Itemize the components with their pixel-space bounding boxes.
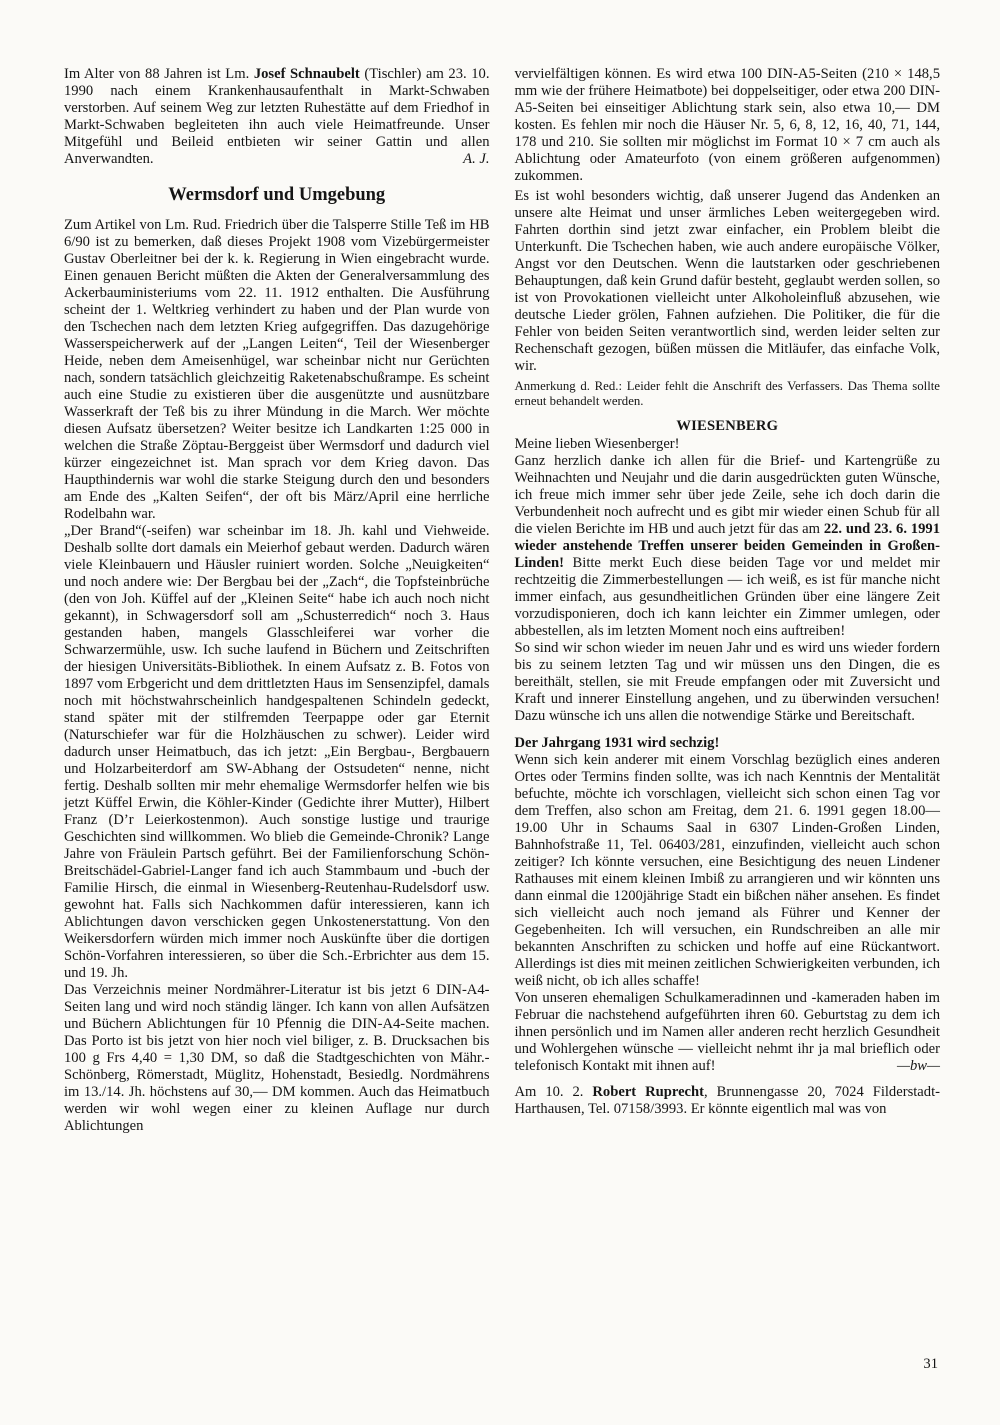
paragraph-schulkameraden (515, 990, 941, 1075)
ruprecht-text-post: , Brunnengasse 20, 7024 Filderstadt-Harthausen, Tel. 07158/3993. Er könnte eigentlich mal was von (514, 1084, 940, 1118)
page-number: 31 (923, 1356, 938, 1372)
paragraph-jugend: Es ist wohl besonders wichtig, daß unserer Jugend das Andenken an unsere alte Heimat und unser ärmliches Leben weitergegeben wird. Fahrten dorthin sind jetzt zwar einfacher, ein Problem bleibt die Unterkunft. Die Tschechen haben, wie auch andere europäische Völker, Angst vor den Deutschen. Wenn die lautstarken oder geschriebenen Behauptungen, daß kein Grund dafür besteht, geglaubt werden sollen, so ist von Provokationen vielleicht unter Alkoholeinfluß abzusehen, wie deutsche Lieder grölen, Fahnen aufziehen. Die Politiker, die für die Fehler von beiden Seiten verantwortlich sind, werden leider selten zur Rechenschaft gezogen, büßen müssen die Mitläufer, das einfache Volk, wir. (514, 188, 940, 374)
paragraph-brand: „Der Brand“(-seifen) war scheinbar im 18. Jh. kahl und Viehweide. Deshalb sollte dort damals ein Meierhof gebaut werden. Dadurch wären viele Kleinbauern und Häusler ruiniert worden. Solche „Neuigkeiten“ und noch andere wie: Der Bergbau bei der „Zach“, die Topfsteinbrüche (den von Joh. Küffel auf der „Kleinen Seite“ habe ich auch noch nicht gekannt), in Schwagersdorf soll am „Schusterredich“ noch 3. Haus gestanden haben, mangels Glasschleiferei war vorher die Schwarzermühle, usw. Ich suche laufend in Büchern und Zeitschriften der hiesigen Universitäts-Bibliothek. In einem Aufsatz z. B. Fotos von 1897 vom Erbgericht und dem drittletzten Haus im Sensenzipfel, damals noch mit höchstwahrscheinlich handgespaltenen Schindeln gedeckt, stand später mit der stilfremden Teerpappe oder gar Eternit (Naturschiefer war für die Holzhäuschen zu schwer). Leider wird dadurch unser Heimatbuch, das ich jetzt: „Ein Bergbau-, Bergbauern und Holzarbeiterdorf am SW-Abhang der Ostsudeten“ nenne, nicht fertig. Deshalb sollten mir mehr ehemalige Wermsdorfer helfen wie bis jetzt Küffel Erwin, die Köhler-Kinder (Gedichte ihrer Mutter), Hilbert Franz (D’r Leierkostenmon). Auch sonstige lustige und traurige Geschichten sind willkommen. Wo blieb die Gemeinde-Chronik? Lange Jahre von Fräulein Partsch geführt. Bei der Familienforschung Schön-Breitschädel-Gabriel-Langer fand ich auch Stammbaum und -buch der Familie Hirsch, die einmal in Wiesenberg-Reutenhau-Rudelsdorf usw. gewohnt hat. Falls sich Nachkommen dafür interessieren, kann ich Ablichtungen davon verschicken gegen Unkostenerstattung. Von den Weikersdorfern würden mich immer noch Auskünfte über die dortigen Schön-Vorfahren interessieren, so über die Sch.-Erbrichter aus dem 15. und 19. Jh. (64, 523, 490, 981)
paragraph-literatur: Das Verzeichnis meiner Nordmährer-Literatur ist bis jetzt 6 DIN-A4-Seiten lang und wird noch ständig länger. Ich kann von allen Aufsätzen und Büchern Ablichtungen für 10 Pfennig die DIN-A4-Seite machen. Das Porto ist bis jetzt von hier noch viel biliger, z. B. Drucksachen bis 100 g Frs 4,40 = 1,30 DM, so daß die Stadtgeschichten von Mähr.-Schönberg, Römerstadt, Müglitz, Hohenstadt, Besiedlg. Nordmährens im 13./14. Jh. höchstens auf 30,— DM kommen. Auch das Heimatbuch werden wir wohl wegen einer zu kleinen Auflage nur durch Ablichtungen (64, 982, 490, 1134)
obituary-name: Josef Schnaubelt (253, 66, 360, 82)
paragraph-vervielfaeltigen: vervielfältigen können. Es wird etwa 100 DIN-A5-Seiten (210 × 148,5 mm wie der frühere Heimatbote) bei doppelseitiger, oder etwa 200 DIN-A5-Seiten bei einseitiger Ablichtung stark sein, also etwa 10,— DM kosten. Es fehlen mir noch die Häuser Nr. 5, 6, 8, 12, 16, 40, 71, 144, 178 und 210. Sie sollten mir möglichst im Format 10 × 7 cm auch als Ablichtung oder Amateurfoto (von einem größeren aufgenommen) zukommen. (514, 66, 940, 184)
schulkameraden-text: Von unseren ehemaligen Schulkameradinnen und -kameraden haben im Februar die nachstehend aufgeführten ihren 60. Geburtstag zu dem ich ihnen persönlich und im Namen aller anderen recht herzlich Gesundheit und Wohlergehen wünsche — vielleicht nehmt ihr ja mal brieflich oder telefonisch Kontakt mit ihnen auf! (514, 990, 940, 1075)
section-heading-wermsdorf: Wermsdorf und Umgebung (168, 185, 386, 205)
greeting-text-post: Bitte merkt Euch diese beiden Tage vor und meldet mir rechtzeitig die Zimmerbestellungen — ich weiß, es ist für manche nicht immer einfach, aus gesundheitlichen Gründen über eine längere Zeit vorzudisponieren, doch ich kann leichter ein Zimmer umlegen, oder abbestellen, als im letzten Moment noch eins auftreiben! (514, 555, 940, 640)
greeting-text-pre: Ganz herzlich danke ich allen für die Brief- und Kartengrüße zu Weihnachten und Neujahr und die darin ausgedrückten guten Wünsche, ich freue mich immer sehr über jede Zeile, sehe ich doch darin die Verbundenheit noch aufrecht und es gibt mir wieder einen Schub für all die vielen Berichte im HB und auch jetzt für das am (514, 453, 940, 538)
editor-note: Anmerkung d. Red.: Leider fehlt die Anschrift des Verfassers. Das Thema sollte erneut behandelt werden. (514, 379, 940, 409)
paragraph-ruprecht (515, 1084, 941, 1118)
obituary-paragraph (64, 66, 490, 168)
paragraph-talsperre: Zum Artikel von Lm. Rud. Friedrich über die Talsperre Stille Teß im HB 6/90 ist zu bemerken, daß dieses Projekt 1908 vom Vizebürgermeister Gustav Oberleitner bei der k. k. Regierung in Wien eingebracht wurde. Einen genauen Bericht müßten die Akten der Generalversammlung des Ackerbauministeriums vom 22. 11. 1912 enthalten. Die Ausführung scheint der 1. Weltkrieg verhindert zu haben und der Plan wurde von den Tschechen nach dem letzten Krieg aufgegriffen. Das dazugehörige Wasserspeicherwerk auf der „Langen Leiten“, Teil der Wiesenberger Heide, neben dem Ameisenhügel, war scheinbar nicht nur Gerüchten nach, sondern tatsächlich gleichzeitig Raketenabschußrampe. Es scheint auch eine Studie zu existieren über die ausgenützte und ausnützbare Wasserkraft der Teß bis zu ihrer Mündung in die March. Wer möchte diesen Aufsatz übersetzen? Weiter besitze ich Landkarten 1:25 000 in welchen die Straße Zöptau-Berggeist über Wermsdorf und dadurch viel kürzer eingezeichnet ist. Man sprach vor dem Krieg davon. Das Haupthindernis war wohl die starke Steigung durch den und besonders am Ende des „Kalten Seifen“, der oft bis März/April eine herrliche Rodelbahn war. (64, 217, 490, 522)
right-column (515, 66, 941, 1135)
ruprecht-text-pre: Am 10. 2. (514, 1084, 593, 1101)
left-column (64, 66, 490, 1135)
two-column-layout (64, 66, 940, 1135)
salutation-line: Meine lieben Wiesenberger! (514, 436, 680, 453)
paragraph-neues-jahr: So sind wir schon wieder im neuen Jahr und es wird uns wieder fordern bis zu seinem letzten Tag und wir müssen uns den Dingen, die es bereithält, stellen, sie mit Freude empfangen oder mit Zuversicht und Kraft und innerer Einstellung angehen, und zu überwinden versuchen! Dazu wünsche ich uns allen die notwendige Stärke und Bereitschaft. (514, 640, 940, 725)
obituary-text-pre: Im Alter von 88 Jahren ist Lm. (64, 66, 254, 82)
paragraph-greeting (515, 453, 941, 640)
section-heading-wiesenberg: WIESENBERG (676, 418, 779, 435)
ruprecht-name: Robert Ruprecht (592, 1084, 705, 1101)
obituary-text-post: (Tischler) am 23. 10. 1990 nach einem Krankenhausaufenthalt in Markt-Schwaben verstorben. Auf seinem Weg zur letzten Ruhestätte auf dem Friedhof in Markt-Schwaben begleiteten ihn auch viele Heimatfreunde. Unser Mitgefühl und Beileid entbieten wir seiner Gattin und allen Anverwandten. (64, 66, 490, 167)
jahrgang-heading: Der Jahrgang 1931 wird sechzig! (514, 735, 720, 752)
schulkameraden-signature: —bw— (897, 1058, 940, 1075)
greeting-treffen-date: 22. und 23. 6. 1991 wieder anstehende Treffen unserer beiden Gemeinden in Großen-Linden! (514, 521, 940, 572)
paragraph-jahrgang: Wenn sich kein anderer mit einem Vorschlag bezüglich eines anderen Ortes oder Termins finden sollte, was ich nach Kenntnis der Mentalität befuchte, möchte ich vorschlagen, vielleicht sich schon einen Tag vor dem Treffen, also schon am Freitag, dem 21. 6. 1991 gegen 18.00—19.00 Uhr in Schaums Saal in 6307 Linden-Großen Linden, Bahnhofstraße 11, Tel. 06403/281, einzufinden, vielleicht auch schon zeitiger? Ich könnte versuchen, eine Besichtigung des neuen Lindener Rathauses mit einem kleinen Imbiß zu arrangieren und wir könnten uns dann einmal die 1200jährige Stadt ein bißchen näher ansehen. Es findet sich vielleicht auch noch jemand als Führer und Kenner der Gegebenheiten. Ich will versuchen, ein Rundschreiben an alle mir bekannten Anschriften zu schicken und hoffe auf eine Rückantwort. Allerdings ist dies mit meinen zeitlichen Schwierigkeiten verbunden, ich weiß nicht, ob ich alles schaffe! (514, 752, 940, 990)
obituary-signature: A. J. (463, 151, 490, 167)
